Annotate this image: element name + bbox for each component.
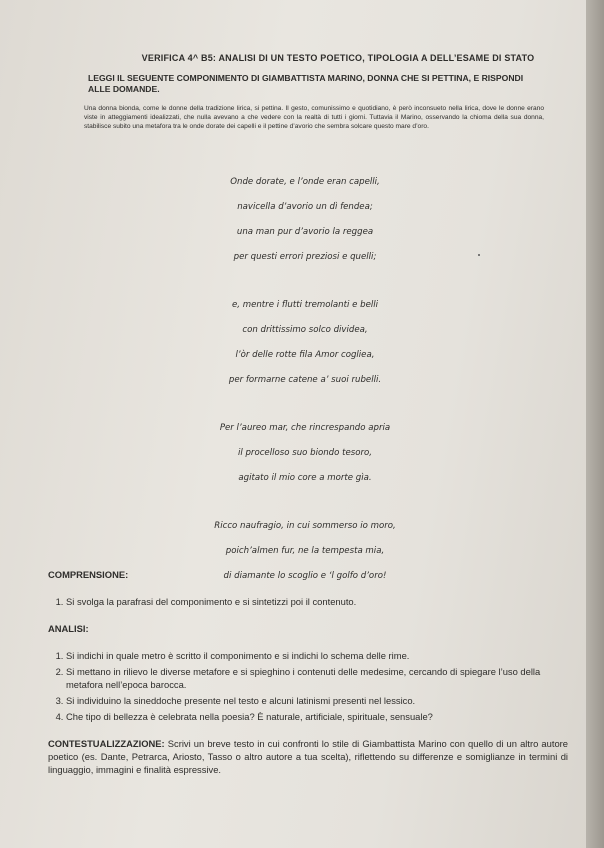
contestualizzazione-text: Scrivi un breve testo in cui confronti lo stile di Giambattista Marino con quello di un altro autore poetico (es. Dante, Petrarca, Ariosto, Tasso o altro autore a tua scelta), riflettendo su differenze e somiglianze in termini di linguaggio, immagini e finalità espressive. [48, 738, 568, 775]
instruction-line-1: LEGGI IL SEGUENTE COMPONIMENTO DI GIAMBATTISTA MARINO, DONNA CHE SI PETTINA, E RISPONDI [88, 73, 524, 83]
poem-stanza [140, 416, 470, 491]
poem [140, 170, 470, 612]
poem-verse: di diamante lo scoglio e ‘l golfo d’oro! [223, 571, 387, 581]
document-title: VERIFICA 4^ B5: ANALISI DI UN TESTO POETICO, TIPOLOGIA A DELL’ESAME DI STATO [141, 53, 535, 63]
page-edge [586, 0, 604, 848]
analisi-list [48, 649, 568, 723]
comprensione-list [48, 595, 568, 608]
poem-verse: una man pur d’avorio la reggea [236, 227, 374, 237]
poem-stanza [140, 170, 470, 270]
poem-verse: Per l’aureo mar, che rincrespando apria [219, 423, 391, 433]
poem-verse: il procelloso suo biondo tesoro, [237, 448, 373, 458]
poem-verse: l’òr delle rotte fila Amor cogliea, [235, 350, 375, 360]
questions-section [48, 568, 568, 776]
poem-verse: e, mentre i flutti tremolanti e belli [231, 300, 379, 310]
analisi-heading: ANALISI: [48, 623, 89, 634]
poem-verse: per formarne catene a’ suoi rubelli. [228, 375, 382, 385]
comprensione-heading: COMPRENSIONE: [48, 569, 129, 580]
contestualizzazione-label: CONTESTUALIZZAZIONE: [48, 738, 165, 749]
poem-verse: Onde dorate, e l’onde eran capelli, [230, 177, 380, 187]
analisi-item-2: 2. Si mettano in rilievo le diverse metafore e si spieghino i contenuti delle medesime, cercando di spiegare l’uso della metafora nell’epoca barocca. [66, 665, 568, 691]
poem-verse: navicella d’avorio un dì fendea; [237, 202, 373, 212]
document-header [88, 53, 558, 95]
poem-verse: agitato il mio core a morte gìa. [238, 473, 372, 483]
ink-speck [478, 254, 480, 256]
poem-verse: per questi errori preziosi e quelli; [233, 252, 377, 262]
poem-verse: poich’almen fur, ne la tempesta mia, [225, 546, 385, 556]
instruction-line-2: ALLE DOMANDE. [88, 84, 160, 94]
analisi-item-3: 3. Si individuino la sineddoche presente nel testo e alcuni latinismi presenti nel lessico. [66, 694, 568, 707]
analisi-item-1: 1. Si indichi in quale metro è scritto il componimento e si indichi lo schema delle rime. [66, 649, 568, 662]
poem-stanza [140, 293, 470, 393]
poem-verse: con drittissimo solco dividea, [242, 325, 368, 335]
analisi-item-4: 4. Che tipo di bellezza è celebrata nella poesia? È naturale, artificiale, spirituale, sensuale? [66, 710, 568, 723]
contestualizzazione-paragraph [48, 737, 568, 776]
comprensione-item: 1. Si svolga la parafrasi del componimento e si sintetizzi poi il contenuto. [66, 595, 568, 608]
poem-verse: Ricco naufragio, in cui sommerso io moro, [214, 521, 396, 531]
intro-paragraph: Una donna bionda, come le donne della tradizione lirica, si pettina. Il gesto, comunissimo e quotidiano, è però inconsueto nella lirica, dove le donne erano viste in atteggiamenti idealizzati, che nulla avevano a che vedere con la realtà di tutti i giorni. Tuttavia il Marino, osservando la chioma della sua donna, stabilisce subito una metafora tra le onde dorate dei capelli e il pettine d’avorio che sembra solcare questo mare d’oro. [84, 105, 544, 130]
